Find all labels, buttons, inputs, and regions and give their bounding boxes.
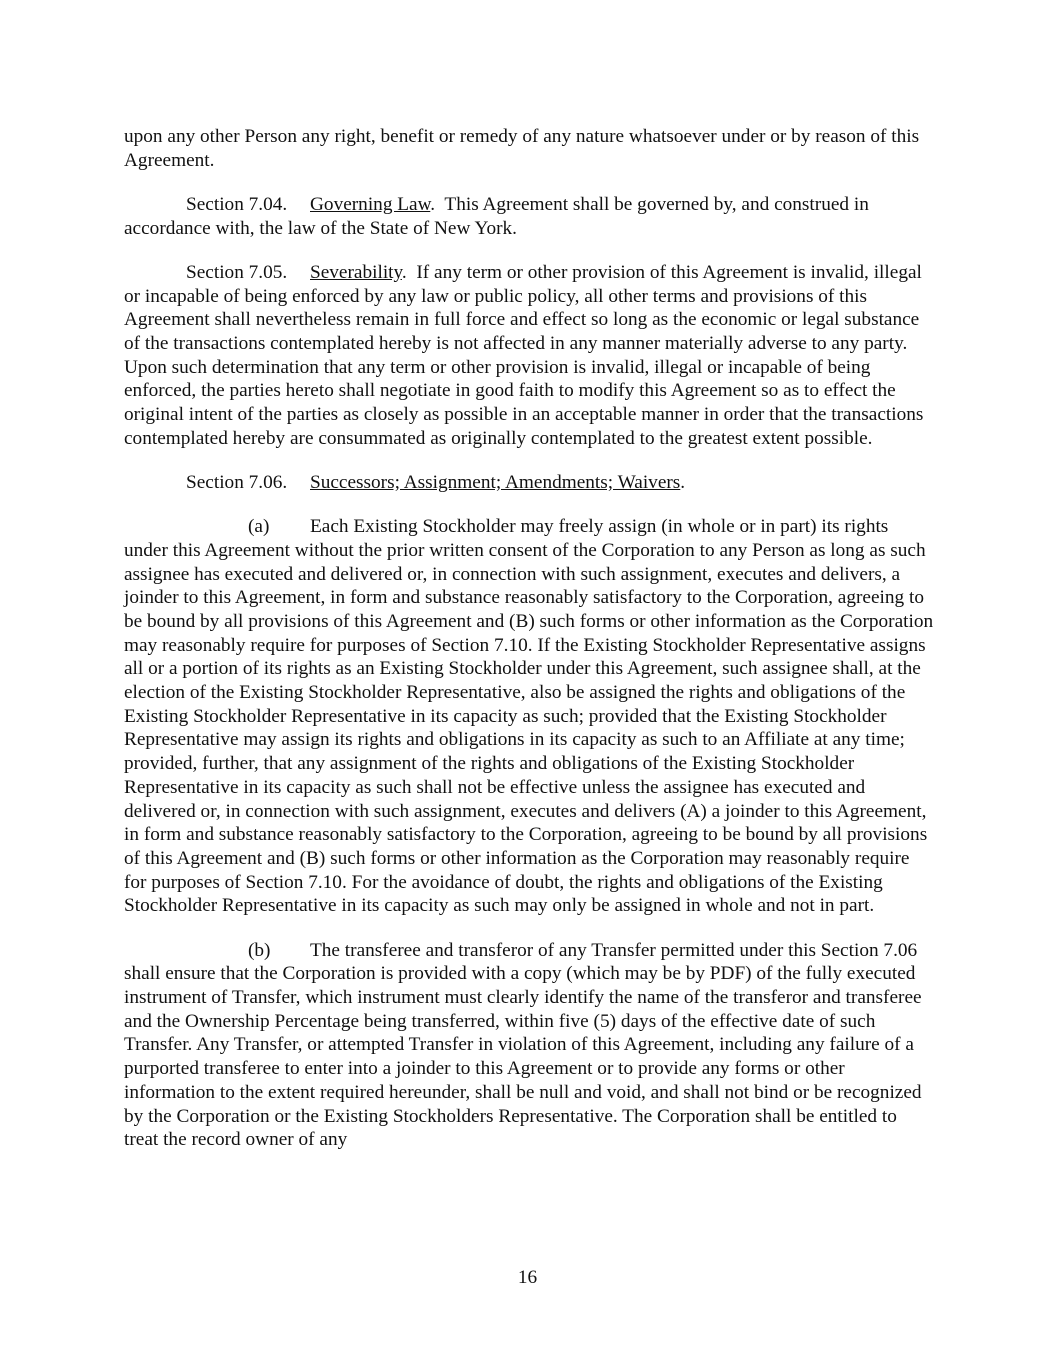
section-7-06-paragraph: Section 7.06. Successors; Assignment; Amendments; Waivers. [186,471,686,493]
section-7-06-b-body: The transferee and transferor of any Transfer permitted under this Section 7.06 shall ensure that the Corporation is provided with a copy (which may be by PDF) of the fully executed instrument of Transfer, which instrument must clearly identify the name of the transferor and transferee and the Ownership Percentage being transferred, within five (5) days of the effective date of such Transfer. Any Transfer, or attempted Transfer in violation of this Agreement, including any failure of a purported transferee to enter into a joinder to this Agreement or to provide any forms or other information to the extent required hereunder, shall be null and void, and shall not bind or be recognized by the Corporation or the Existing Stockholders Representative. The Corporation shall be entitled to treat the record owner of any [124,939,922,1151]
section-7-04-body: This Agreement shall be governed by, and construed in accordance with, the law of the State of New York. [124,193,869,239]
section-7-06-a-body: Each Existing Stockholder may freely assign (in whole or in part) its rights under this Agreement without the prior written consent of the Corporation to any Person as long as such assignee has executed and delivered or, in connection with such assignment, executes and delivers, a joinder to this Agreement, in form and substance reasonably satisfactory to the Corporation, agreeing to be bound by all provisions of this Agreement and (B) such forms or other information as the Corporation may reasonably require for purposes of Section 7.10. If the Existing Stockholder Representative assigns all or a portion of its rights as an Existing Stockholder under this Agreement, such assignee shall, at the election of the Existing Stockholder Representative, also be assigned the rights and obligations of the Existing Stockholder Representative in its capacity as such; provided that the Existing Stockholder Representative may assign its rights and obligations in its capacity as such to an Affiliate at any time; provided, further, that any assignment of the rights and obligations of the Existing Stockholder Representative in its capacity as such shall not be effective unless the assignee has executed and delivered or, in connection with such assignment, executes and delivers (A) a joinder to this Agreement, in form and substance reasonably satisfactory to the Corporation, agreeing to be bound by all provisions of this Agreement and (B) such forms or other information as the Corporation may reasonably require for purposes of Section 7.10. For the avoidance of doubt, the rights and obligations of the Existing Stockholder Representative in its capacity as such may only be assigned in whole and not in part. [124,516,934,917]
section-7-05-paragraph: Section 7.05. Severability. If any term or other provision of this Agreement is invalid, illegal or incapable of being enforced by any law or public policy, all other terms and provisions of this Agreement shall nevertheless remain in full force and effect so long as the economic or legal substance of the transactions contemplated hereby is not affected in any manner materially adverse to any party. Upon such determination that any term or other provision is invalid, illegal or incapable of being enforced, the parties hereto shall negotiate in good faith to modify this Agreement so as to effect the original intent of the parties as closely as possible in an acceptable manner in order that the transactions contemplated hereby are consummated as originally contemplated to the greatest extent possible. [124,261,924,449]
continuation-text: upon any other Person any right, benefit or remedy of any nature whatsoever under or by reason of this Agreement. [124,126,920,171]
document-body [124,125,934,1172]
section-7-04-paragraph: Section 7.04. Governing Law. This Agreement shall be governed by, and construed in accordance with, the law of the State of New York. [124,193,869,239]
section-7-05-body: If any term or other provision of this Agreement is invalid, illegal or incapable of being enforced by any law or public policy, all other terms and provisions of this Agreement shall nevertheless remain in full force and effect so long as the economic or legal substance of the transactions contemplated hereby is not affected in any manner materially adverse to any party. Upon such determination that any term or other provision is invalid, illegal or incapable of being enforced, the parties hereto shall negotiate in good faith to modify this Agreement so as to effect the original intent of the parties as closely as possible in an acceptable manner in order that the transactions contemplated hereby are consummated as originally contemplated to the greatest extent possible. [124,261,924,449]
section-7-06-a-paragraph [124,515,934,918]
section-7-06-a-label: (a) [248,516,270,538]
section-7-06-heading: Successors; Assignment; Amendments; Waivers [310,471,681,493]
page-number: 16 [517,1267,538,1288]
section-7-06-b-label: (b) [248,939,271,961]
section-7-04-heading: Governing Law [310,193,431,215]
section-7-06-number: Section 7.06. [186,471,288,493]
continuation-paragraph [124,125,934,172]
section-7-05-heading: Severability [310,261,402,283]
section-7-06-b-paragraph [124,939,934,1152]
section-7-05-number: Section 7.05. [186,261,288,283]
section-7-04-number: Section 7.04. [186,193,288,215]
